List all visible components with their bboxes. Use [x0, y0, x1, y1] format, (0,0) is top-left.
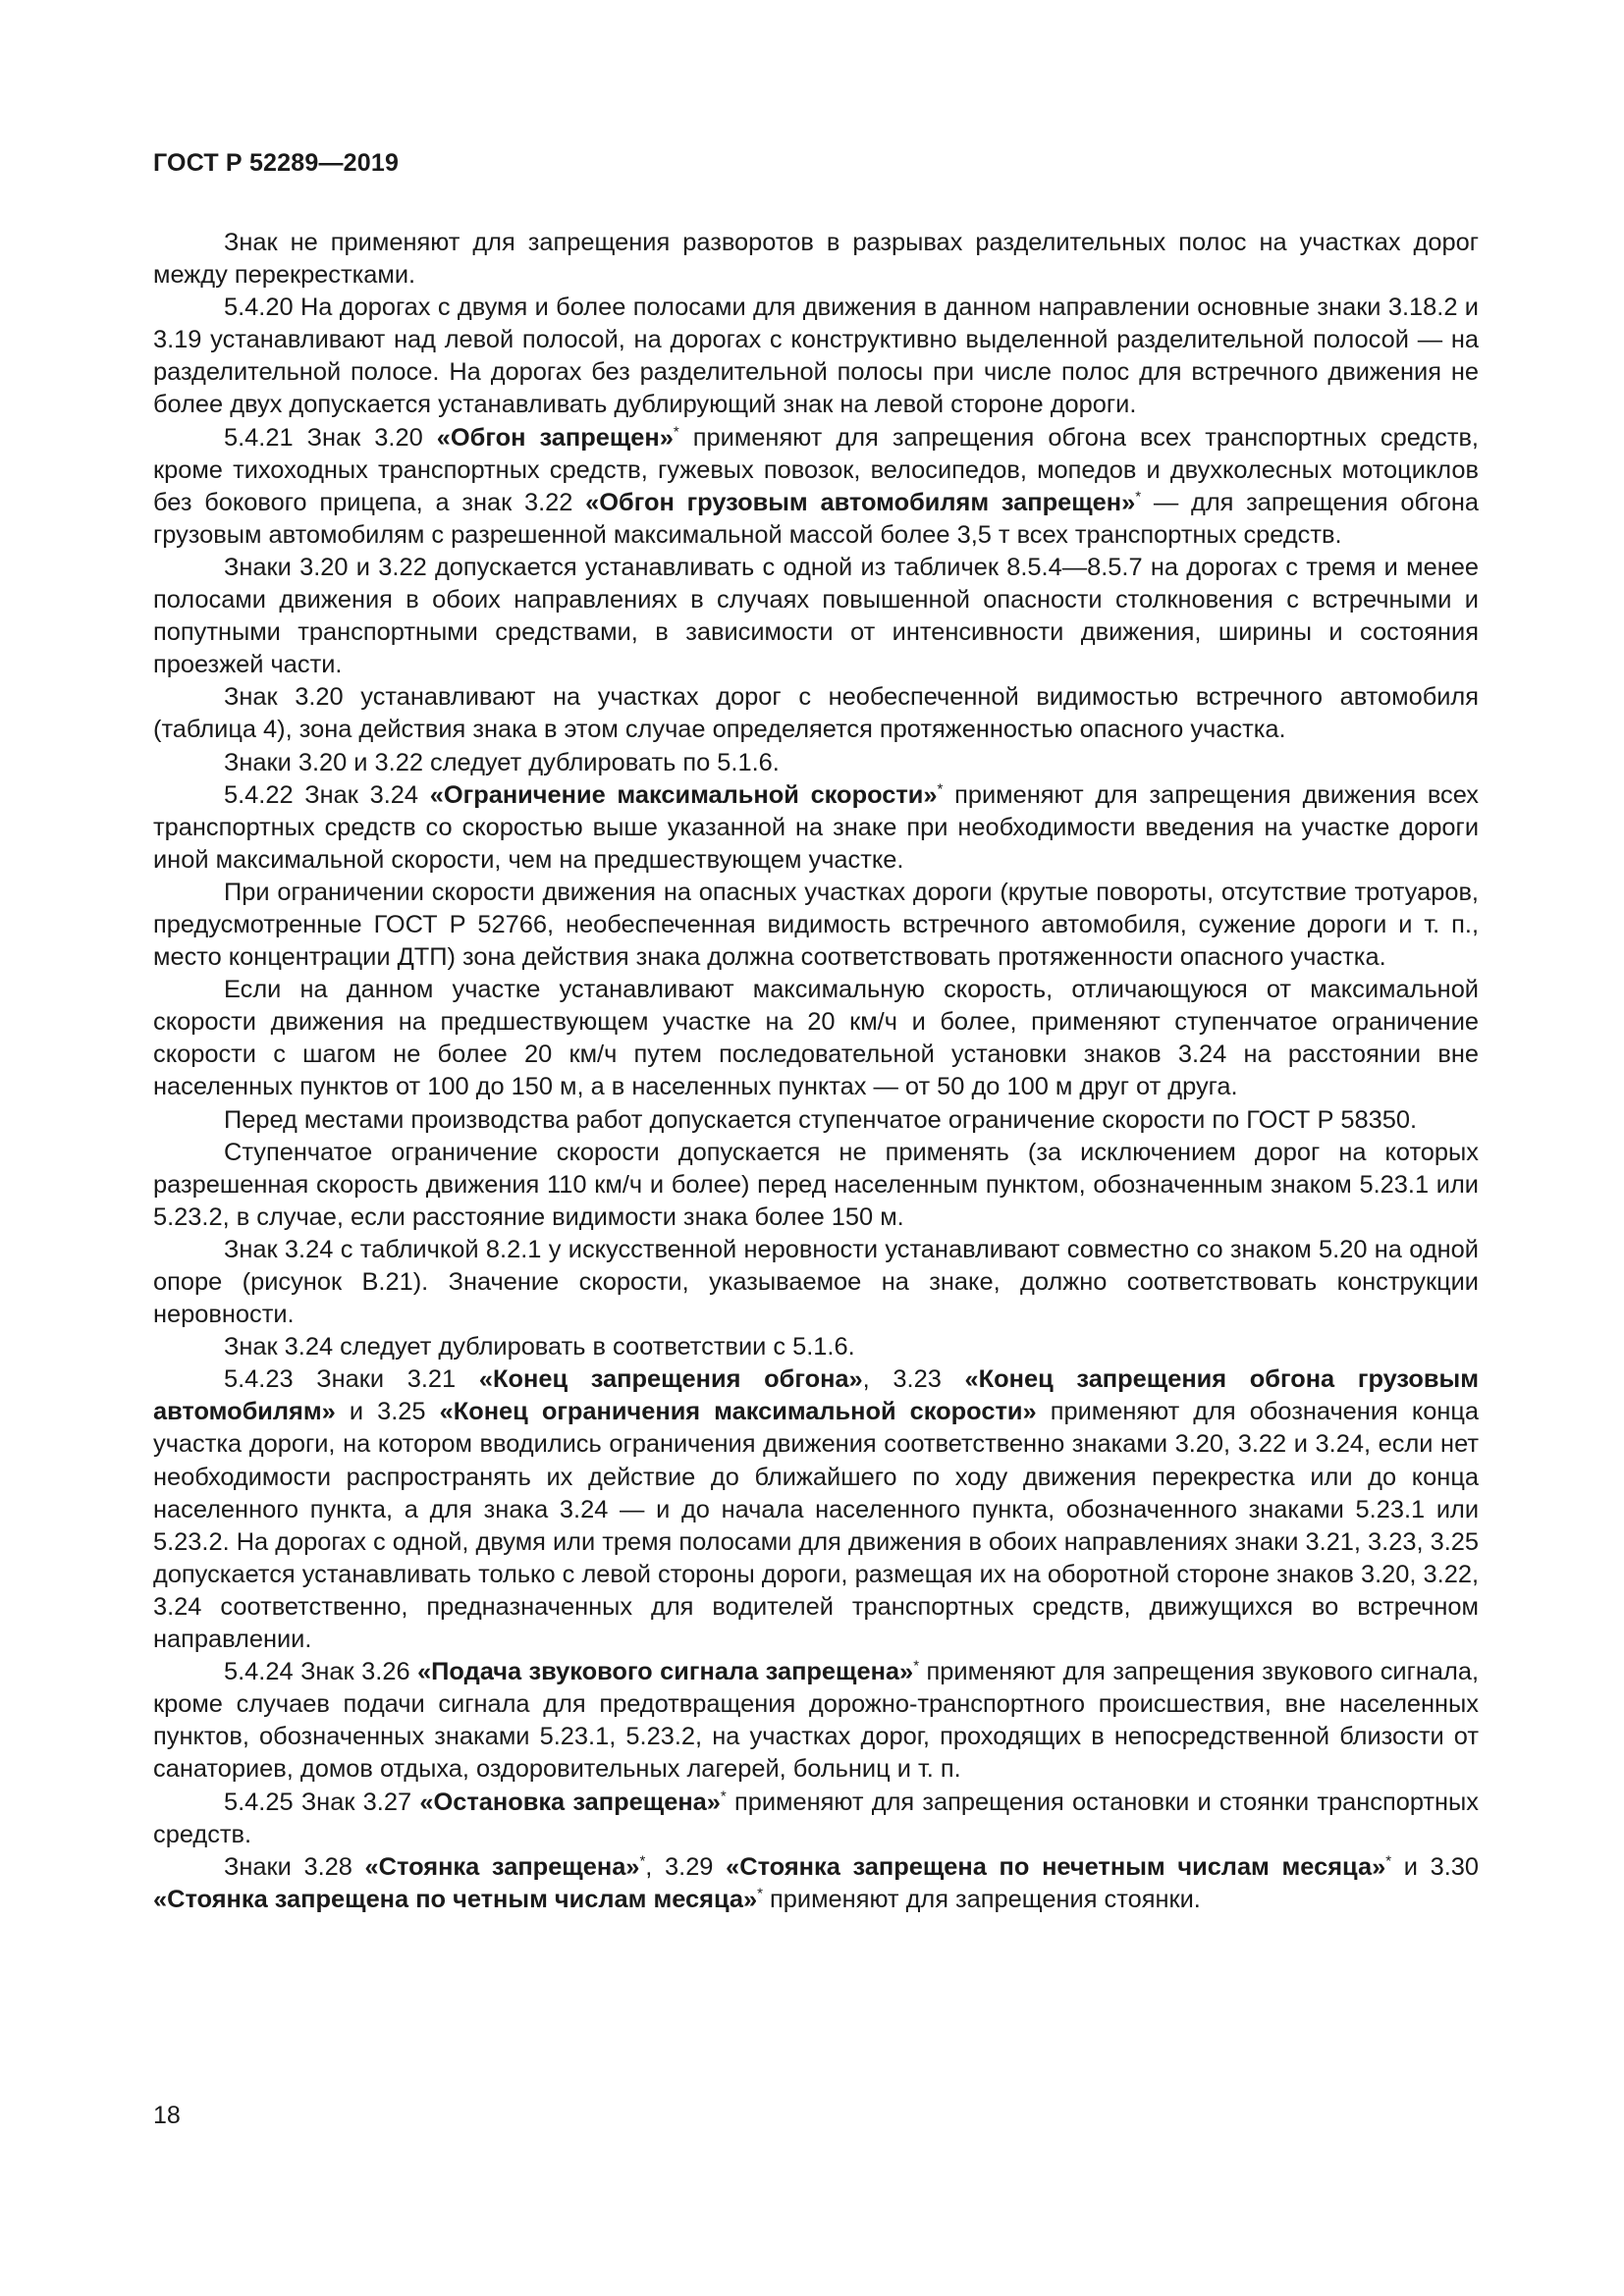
paragraph [153, 292, 1479, 421]
text-run: и 3.30 [1391, 1852, 1479, 1881]
text-run: 5.4.22 Знак 3.24 [224, 780, 430, 809]
footnote-mark: * [639, 1852, 646, 1870]
paragraph [153, 422, 1479, 552]
footnote-mark: * [720, 1788, 727, 1805]
text-run: Знак 3.20 устанавливают на участках дорог с необеспеченной видимостью встречного автомобиля (таблица 4), зона действия знака в этом случае определяется протяженностью опасного участка. [153, 683, 1479, 744]
text-run: Знак 3.24 следует дублировать в соответствии с 5.1.6. [224, 1333, 855, 1362]
footnote-mark: * [673, 423, 679, 441]
text-run: Знаки 3.28 [224, 1852, 365, 1881]
text-run: 5.4.24 Знак 3.26 [224, 1658, 418, 1686]
document-body [153, 227, 1479, 1916]
text-run: применяют для запрещения остановки и стоянки транспортных средств. [153, 1788, 1479, 1848]
paragraph [153, 1104, 1479, 1137]
paragraph [153, 1234, 1479, 1331]
text-run: 5.4.21 Знак 3.20 [224, 423, 437, 452]
text-run: Знак не применяют для запрещения разворотов в разрывах разделительных полос на участках дорог между перекрестками. [153, 229, 1479, 290]
paragraph [153, 974, 1479, 1103]
text-run: Знаки 3.20 и 3.22 следует дублировать по 5.1.6. [224, 748, 780, 776]
text-run: Если на данном участке устанавливают максимальную скорость, отличающуюся от максимальной скорости движения на предшествующем участке на 20 км/ч и более, применяют ступенчатое ограничение скорости с шагом не более 20 км/ч путем последовательной установки знаков 3.24 на расстоянии вне населенных пунктов от 100 до 150 м, а в населенных пунктах — от 50 до 100 м друг от друга. [153, 976, 1479, 1101]
paragraph [153, 1851, 1479, 1916]
paragraph [153, 552, 1479, 681]
sign-name: «Конец ограничения максимальной скорости» [439, 1398, 1037, 1426]
footnote-mark: * [1385, 1852, 1392, 1870]
document-header: ГОСТ Р 52289—2019 [153, 149, 400, 177]
footnote-mark: * [757, 1885, 763, 1902]
sign-name: «Конец запрещения обгона грузовым автомобилям» [153, 1365, 1479, 1426]
sign-name: «Остановка запрещена» [419, 1788, 721, 1816]
paragraph [153, 227, 1479, 292]
text-run: применяют для запрещения движения всех транспортных средств со скоростью выше указанной на знаке при необходимости введения на участке дороги иной максимальной скорости, чем на предшествующем участке. [153, 780, 1480, 874]
paragraph [153, 747, 1479, 779]
footnote-mark: * [1135, 488, 1142, 506]
text-run: Знак 3.24 с табличкой 8.2.1 у искусственной неровности устанавливают совместно со знаком 5.20 на одной опоре (рисунок В.21). Значение скорости, указываемое на знаке, должно соответствовать конструкции неровности. [153, 1235, 1479, 1329]
text-run: применяют для запрещения стоянки. [762, 1885, 1201, 1913]
sign-name: «Стоянка запрещена» [364, 1852, 640, 1881]
text-run: Знаки 3.20 и 3.22 допускается устанавливать с одной из табличек 8.5.4—8.5.7 на дорогах с тремя и менее полосами движения в обоих направлениях в случаях повышенной опасности столкновения с встречными и попутными транспортными средствами, в зависимости от интенсивности движения, ширины и состояния проезжей части. [153, 553, 1479, 679]
sign-name: «Подача звукового сигнала запрещена» [417, 1658, 914, 1686]
footnote-mark: * [937, 780, 944, 798]
text-run: , 3.29 [645, 1852, 727, 1881]
text-run: применяют для запрещения обгона всех транспортных средств, кроме тихоходных транспортных средств, гужевых повозок, велосипедов, мопедов и двухколесных мотоциклов без бокового прицепа, а знак 3.22 [153, 423, 1479, 516]
paragraph [153, 1137, 1479, 1234]
sign-name: «Стоянка запрещена по нечетным числам месяца» [726, 1852, 1386, 1881]
footnote-mark: * [913, 1657, 920, 1675]
paragraph [153, 1787, 1479, 1851]
text-run: Ступенчатое ограничение скорости допускается не применять (за исключением дорог на которых разрешенная скорость движения 110 км/ч и более) перед населенным пунктом, обозначенным знаком 5.23.1 или 5.23.2, в случае, если расстояние видимости знака более 150 м. [153, 1138, 1479, 1231]
text-run: и 3.25 [335, 1398, 440, 1426]
text-run: 5.4.23 Знаки 3.21 [224, 1365, 479, 1394]
paragraph [153, 779, 1479, 877]
paragraph [153, 1656, 1479, 1786]
text-run: , 3.23 [862, 1365, 965, 1394]
text-run: применяют для запрещения звукового сигнала, кроме случаев подачи сигнала для предотвращения дорожно-транспортного происшествия, вне населенных пунктов, обозначенных знаками 5.23.1, 5.23.2, на участках дорог, проходящих в непосредственной близости от санаториев, домов отдыха, оздоровительных лагерей, больниц и т. п. [153, 1658, 1479, 1784]
text-run: Перед местами производства работ допускается ступенчатое ограничение скорости по ГОСТ Р 58350. [224, 1105, 1418, 1134]
page-number: 18 [153, 2102, 181, 2129]
sign-name: «Конец запрещения обгона» [478, 1365, 863, 1394]
sign-name: «Обгон запрещен» [436, 423, 674, 452]
text-run: При ограничении скорости движения на опасных участках дороги (крутые повороты, отсутствие тротуаров, предусмотренные ГОСТ Р 52766, необеспеченная видимость встречного автомобиля, сужение дороги и т. п., место концентрации ДТП) зона действия знака должна соответствовать протяженности опасного участка. [153, 878, 1479, 972]
paragraph [153, 681, 1479, 746]
text-run: 5.4.20 На дорогах с двумя и более полосами для движения в данном направлении основные знаки 3.18.2 и 3.19 устанавливают над левой полосой, на дорогах с конструктивно выделенной разделительной полосой — на разделительной полосе. На дорогах без разделительной полосы при числе полос для встречного движения не более двух допускается устанавливать дублирующий знак на левой стороне дороги. [153, 294, 1479, 419]
text-run: 5.4.25 Знак 3.27 [224, 1788, 420, 1816]
sign-name: «Стоянка запрещена по четным числам месяца» [153, 1885, 758, 1913]
text-run: — для запрещения обгона грузовым автомобилям с разрешенной максимальной массой более 3,5 т всех транспортных средств. [153, 488, 1479, 549]
text-run: применяют для обозначения конца участка дороги, на котором вводились ограничения движения соответственно знаками 3.20, 3.22 и 3.24, если нет необходимости распространять их действие до ближайшего по ходу движения перекрестка или до конца населенного пункта, а для знака 3.24 — и до начала населенного пункта, обозначенного знаками 5.23.1 или 5.23.2. На дорогах с одной, двумя или тремя полосами для движения в обоих направлениях знаки 3.21, 3.23, 3.25 допускается устанавливать только с левой стороны дороги, размещая их на оборотной стороне знаков 3.20, 3.22, 3.24 соответственно, предназначенных для водителей транспортных средств, движущихся во встречном направлении. [153, 1398, 1480, 1654]
sign-name: «Обгон грузовым автомобилям запрещен» [585, 488, 1136, 516]
paragraph [153, 1331, 1479, 1363]
paragraph [153, 1363, 1479, 1656]
sign-name: «Ограничение максимальной скорости» [429, 780, 938, 809]
paragraph [153, 877, 1479, 974]
